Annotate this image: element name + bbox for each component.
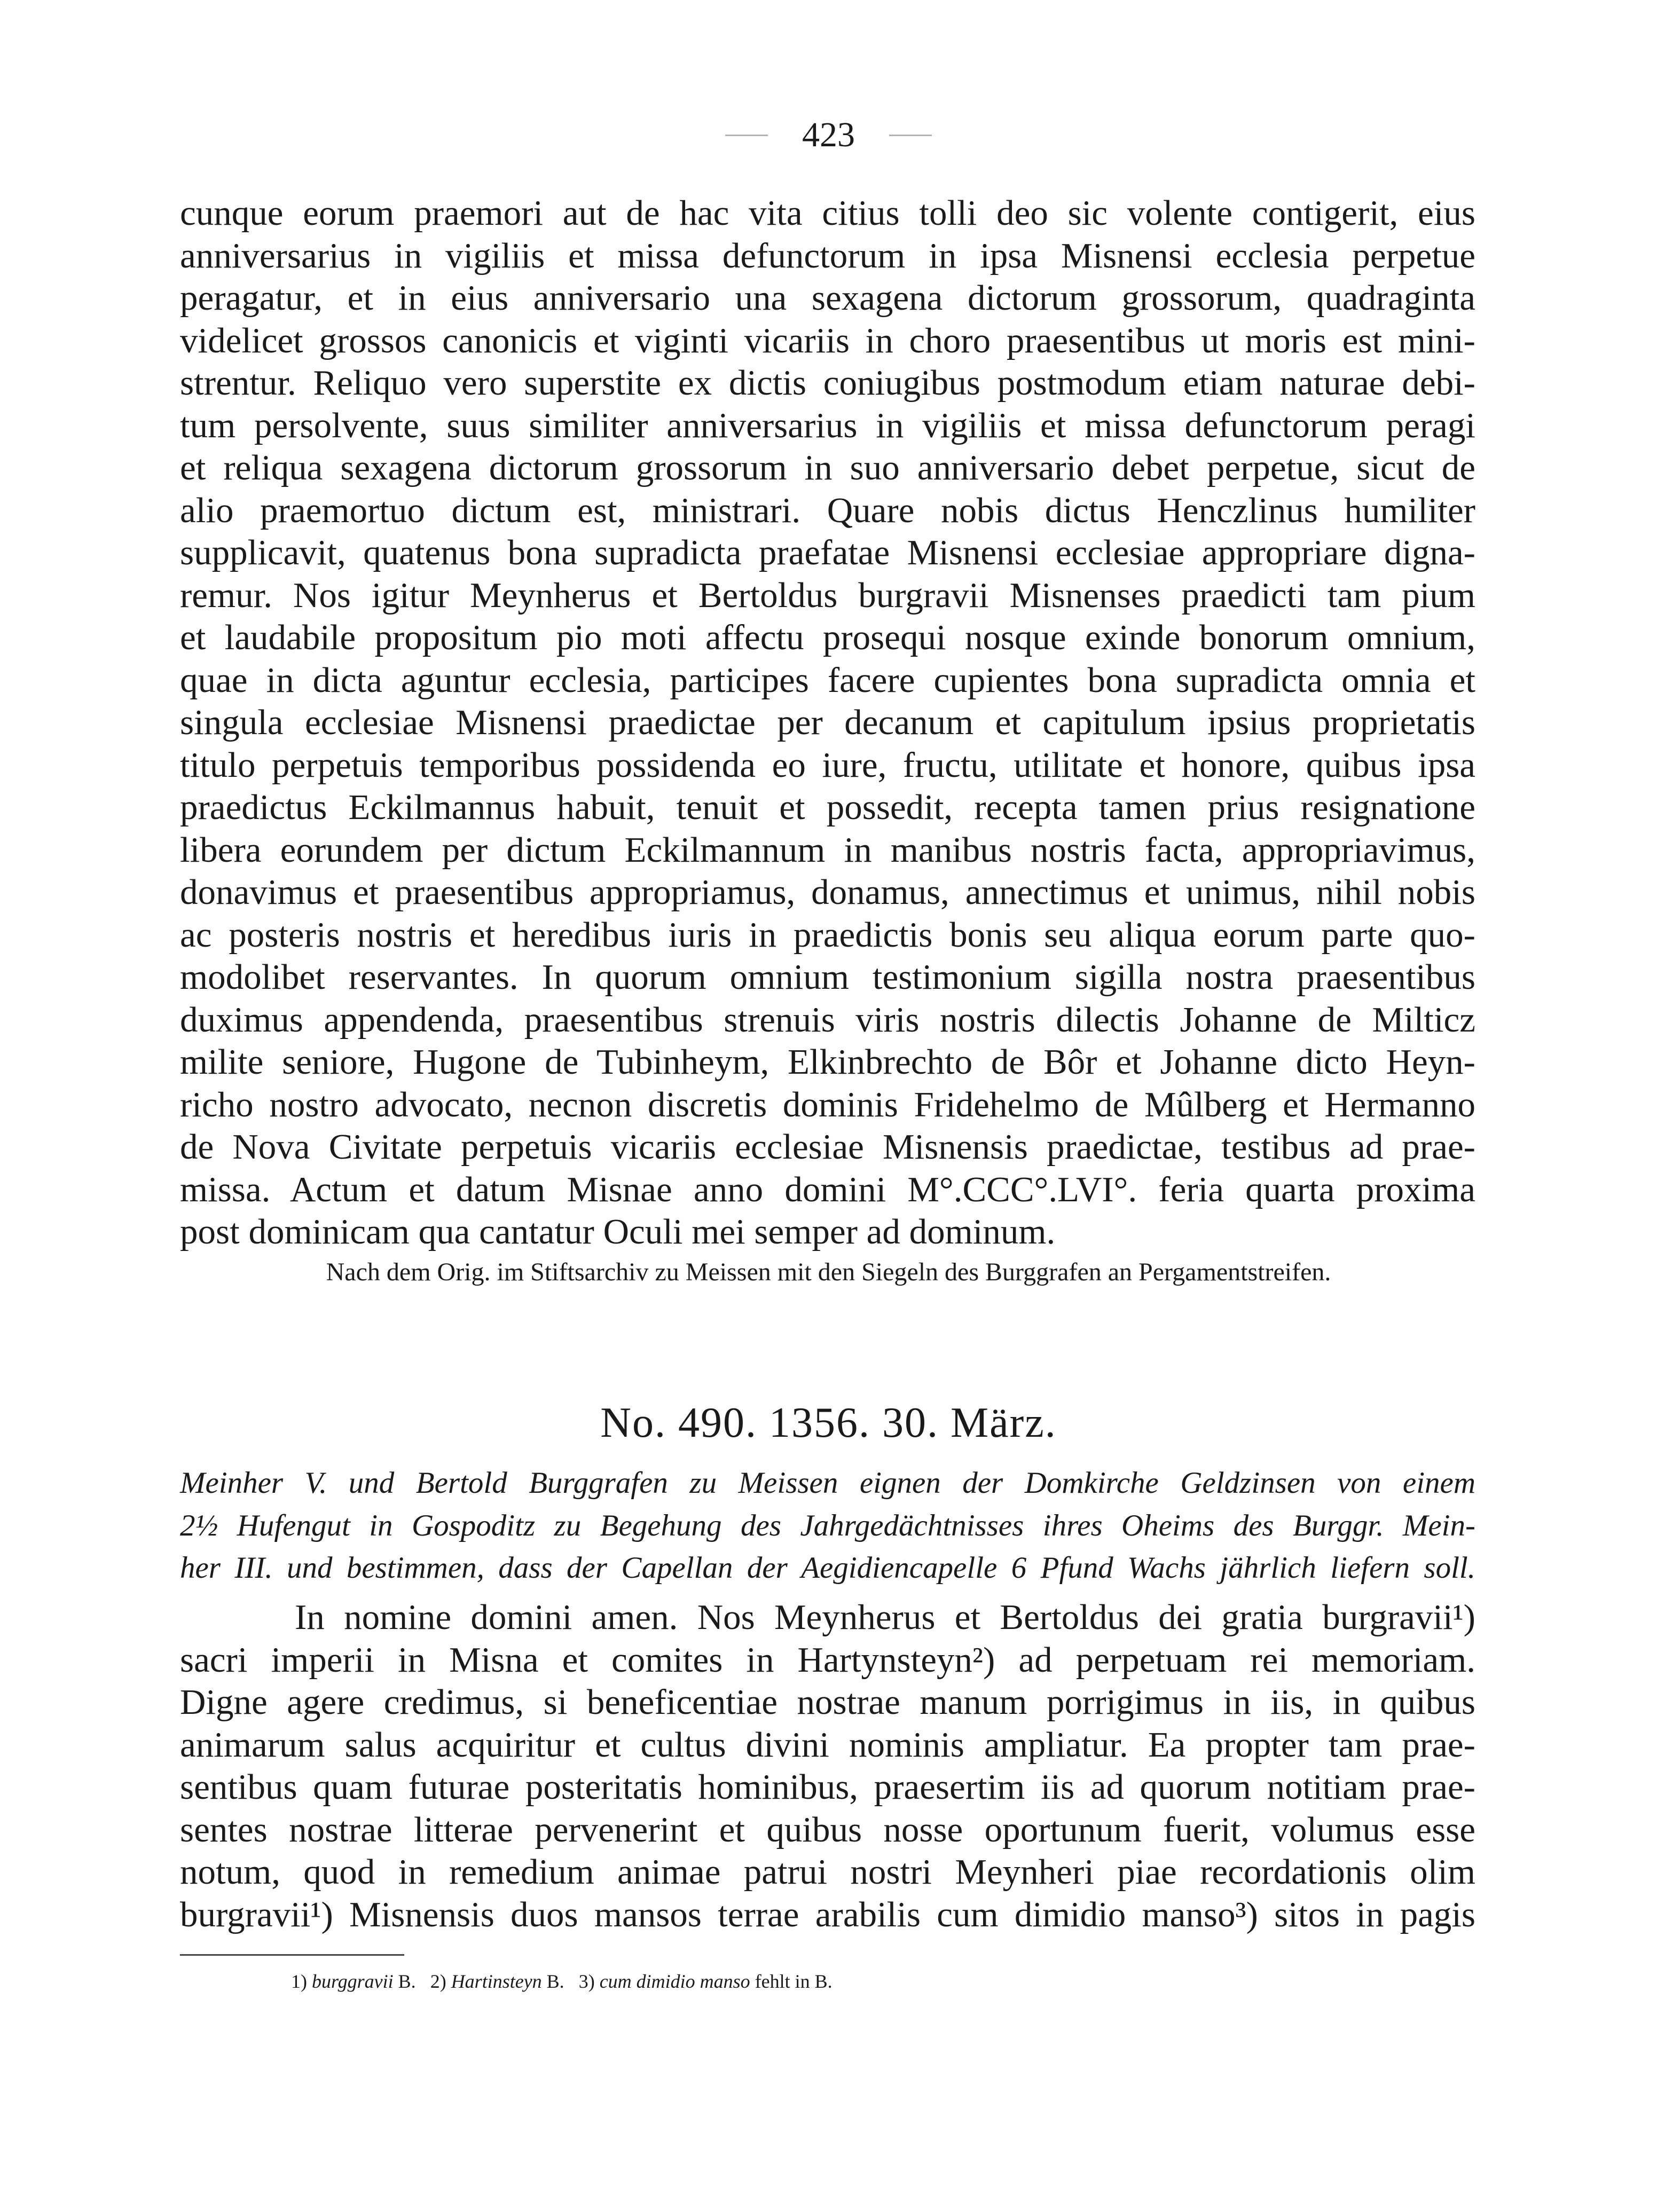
text-line: titulo perpetuis temporibus possidenda eo iure, fructu, utilitate et honore, quibus ipsa [180, 745, 1475, 785]
text-line: et laudabile propositum pio moti affectu prosequi nosque exinde bonorum omnium, [180, 618, 1475, 657]
text-line: remur. Nos igitur Meynherus et Bertoldus burgravii Misnenses praedicti tam pium [180, 575, 1475, 615]
text-line: donavimus et praesentibus appropriamus, donamus, annectimus et unimus, nihil nobis [180, 872, 1475, 912]
text-line: singula ecclesiae Misnensi praedictae per decanum et capitulum ipsius proprietatis [180, 703, 1475, 742]
footnote-source: fehlt in B. [755, 1971, 833, 1992]
text-line: ac posteris nostris et heredibus iuris in praedictis bonis seu aliqua eorum parte quo- [180, 915, 1475, 955]
text-line: alio praemortuo dictum est, ministrari. Quare nobis dictus Henczlinus humiliter [180, 490, 1475, 530]
document-title: No. 490. 1356. 30. März. [600, 1399, 1057, 1446]
text-line: sentibus quam futurae posteritatis hominibus, praesertim iis ad quorum notitiam prae- [180, 1767, 1475, 1807]
summary-line: Meinher V. und Bertold Burggrafen zu Meissen eignen der Domkirche Geldzinsen von einem [180, 1466, 1475, 1500]
regest-summary [180, 1466, 1475, 1593]
text-line: sacri imperii in Misna et comites in Hartynsteyn²) ad perpetuam rei memoriam. [180, 1640, 1475, 1680]
footnote-source: B. [546, 1971, 564, 1992]
source-note: Nach dem Orig. im Stiftsarchiv zu Meissen mit den Siegeln des Burggrafen an Pergamentstreifen. [326, 1258, 1331, 1286]
text-line: richo nostro advocato, necnon discretis dominis Fridehelmo de Mûlberg et Hermanno [180, 1084, 1475, 1124]
text-line: notum, quod in remedium animae patrui nostri Meynheri piae recordationis olim [180, 1852, 1475, 1892]
footnote-text: burggravii [312, 1971, 394, 1992]
footnote-number: 3) [578, 1971, 595, 1992]
footnote-number: 1) [291, 1971, 307, 1992]
text-line: Digne agere credimus, si beneficentiae nostrae manum porrigimus in iis, in quibus [180, 1682, 1475, 1722]
text-line: de Nova Civitate perpetuis vicariis ecclesiae Misnensis praedictae, testibus ad prae- [180, 1127, 1475, 1167]
text-line: libera eorundem per dictum Eckilmannum in manibus nostris facta, appropriavimus, [180, 830, 1475, 870]
footnotes [291, 1970, 833, 1993]
text-line: quae in dicta aguntur ecclesia, participes facere cupientes bona supradicta omnia et [180, 660, 1475, 700]
text-line: anniversarius in vigiliis et missa defunctorum in ipsa Misnensi ecclesia perpetue [180, 235, 1475, 275]
footnote-source: B. [398, 1971, 416, 1992]
header-rule-right [889, 135, 932, 136]
text-line: post dominicam qua cantatur Oculi mei semper ad dominum. [180, 1212, 1056, 1251]
text-line: supplicavit, quatenus bona supradicta praefatae Misnensi ecclesiae appropriare digna- [180, 533, 1475, 572]
text-line: In nomine domini amen. Nos Meynherus et Bertoldus dei gratia burgravii¹) [295, 1597, 1475, 1637]
header-rule-left [725, 135, 768, 136]
text-line: duximus appendenda, praesentibus strenuis viris nostris dilectis Johanne de Milticz [180, 999, 1475, 1040]
charter-text [180, 1596, 1475, 1936]
text-line: et reliqua sexagena dictorum grossorum in suo anniversario debet perpetue, sicut de [180, 448, 1475, 487]
text-line: milite seniore, Hugone de Tubinheym, Elkinbrechto de Bôr et Johanne dicto Heyn- [180, 1042, 1475, 1082]
summary-line: her III. und bestimmen, dass der Capellan der Aegidiencapelle 6 Pfund Wachs jährlich liefern soll. [180, 1551, 1475, 1585]
text-line: sentes nostrae litterae pervenerint et quibus nosse oportunum fuerit, volumus esse [180, 1809, 1475, 1849]
charter-continuation-text [180, 192, 1475, 1254]
text-line: strentur. Reliquo vero superstite ex dictis coniugibus postmodum etiam naturae debi- [180, 363, 1475, 403]
text-line: animarum salus acquiritur et cultus divini nominis ampliatur. Ea propter tam prae- [180, 1725, 1475, 1765]
page-number: 423 [802, 115, 855, 154]
footnote-number: 2) [430, 1971, 446, 1992]
footnote-text: cum dimidio manso [599, 1971, 750, 1992]
text-line: videlicet grossos canonicis et viginti vicariis in choro praesentibus ut moris est mini- [180, 320, 1475, 360]
text-line: peragatur, et in eius anniversario una sexagena dictorum grossorum, quadraginta [180, 278, 1475, 318]
page-header [0, 115, 1657, 155]
footnote-separator [180, 1954, 404, 1956]
text-line: modolibet reservantes. In quorum omnium testimonium sigilla nostra praesentibus [180, 957, 1475, 997]
summary-line: 2½ Hufengut in Gospoditz zu Begehung des Jahrgedächtnisses ihres Oheims des Burggr. Mein- [180, 1508, 1475, 1542]
text-line: praedictus Eckilmannus habuit, tenuit et possedit, recepta tamen prius resignatione [180, 788, 1475, 827]
footnote-text: Hartinsteyn [451, 1971, 542, 1992]
text-line: cunque eorum praemori aut de hac vita citius tolli deo sic volente contigerit, eius [180, 193, 1475, 233]
text-line: burgravii¹) Misnensis duos mansos terrae arabilis cum dimidio manso³) sitos in pagis [180, 1894, 1475, 1934]
text-line: tum persolvente, suus similiter anniversarius in vigiliis et missa defunctorum peragi [180, 405, 1475, 445]
text-line: missa. Actum et datum Misnae anno domini M°.CCC°.LVI°. feria quarta proxima [180, 1169, 1475, 1209]
